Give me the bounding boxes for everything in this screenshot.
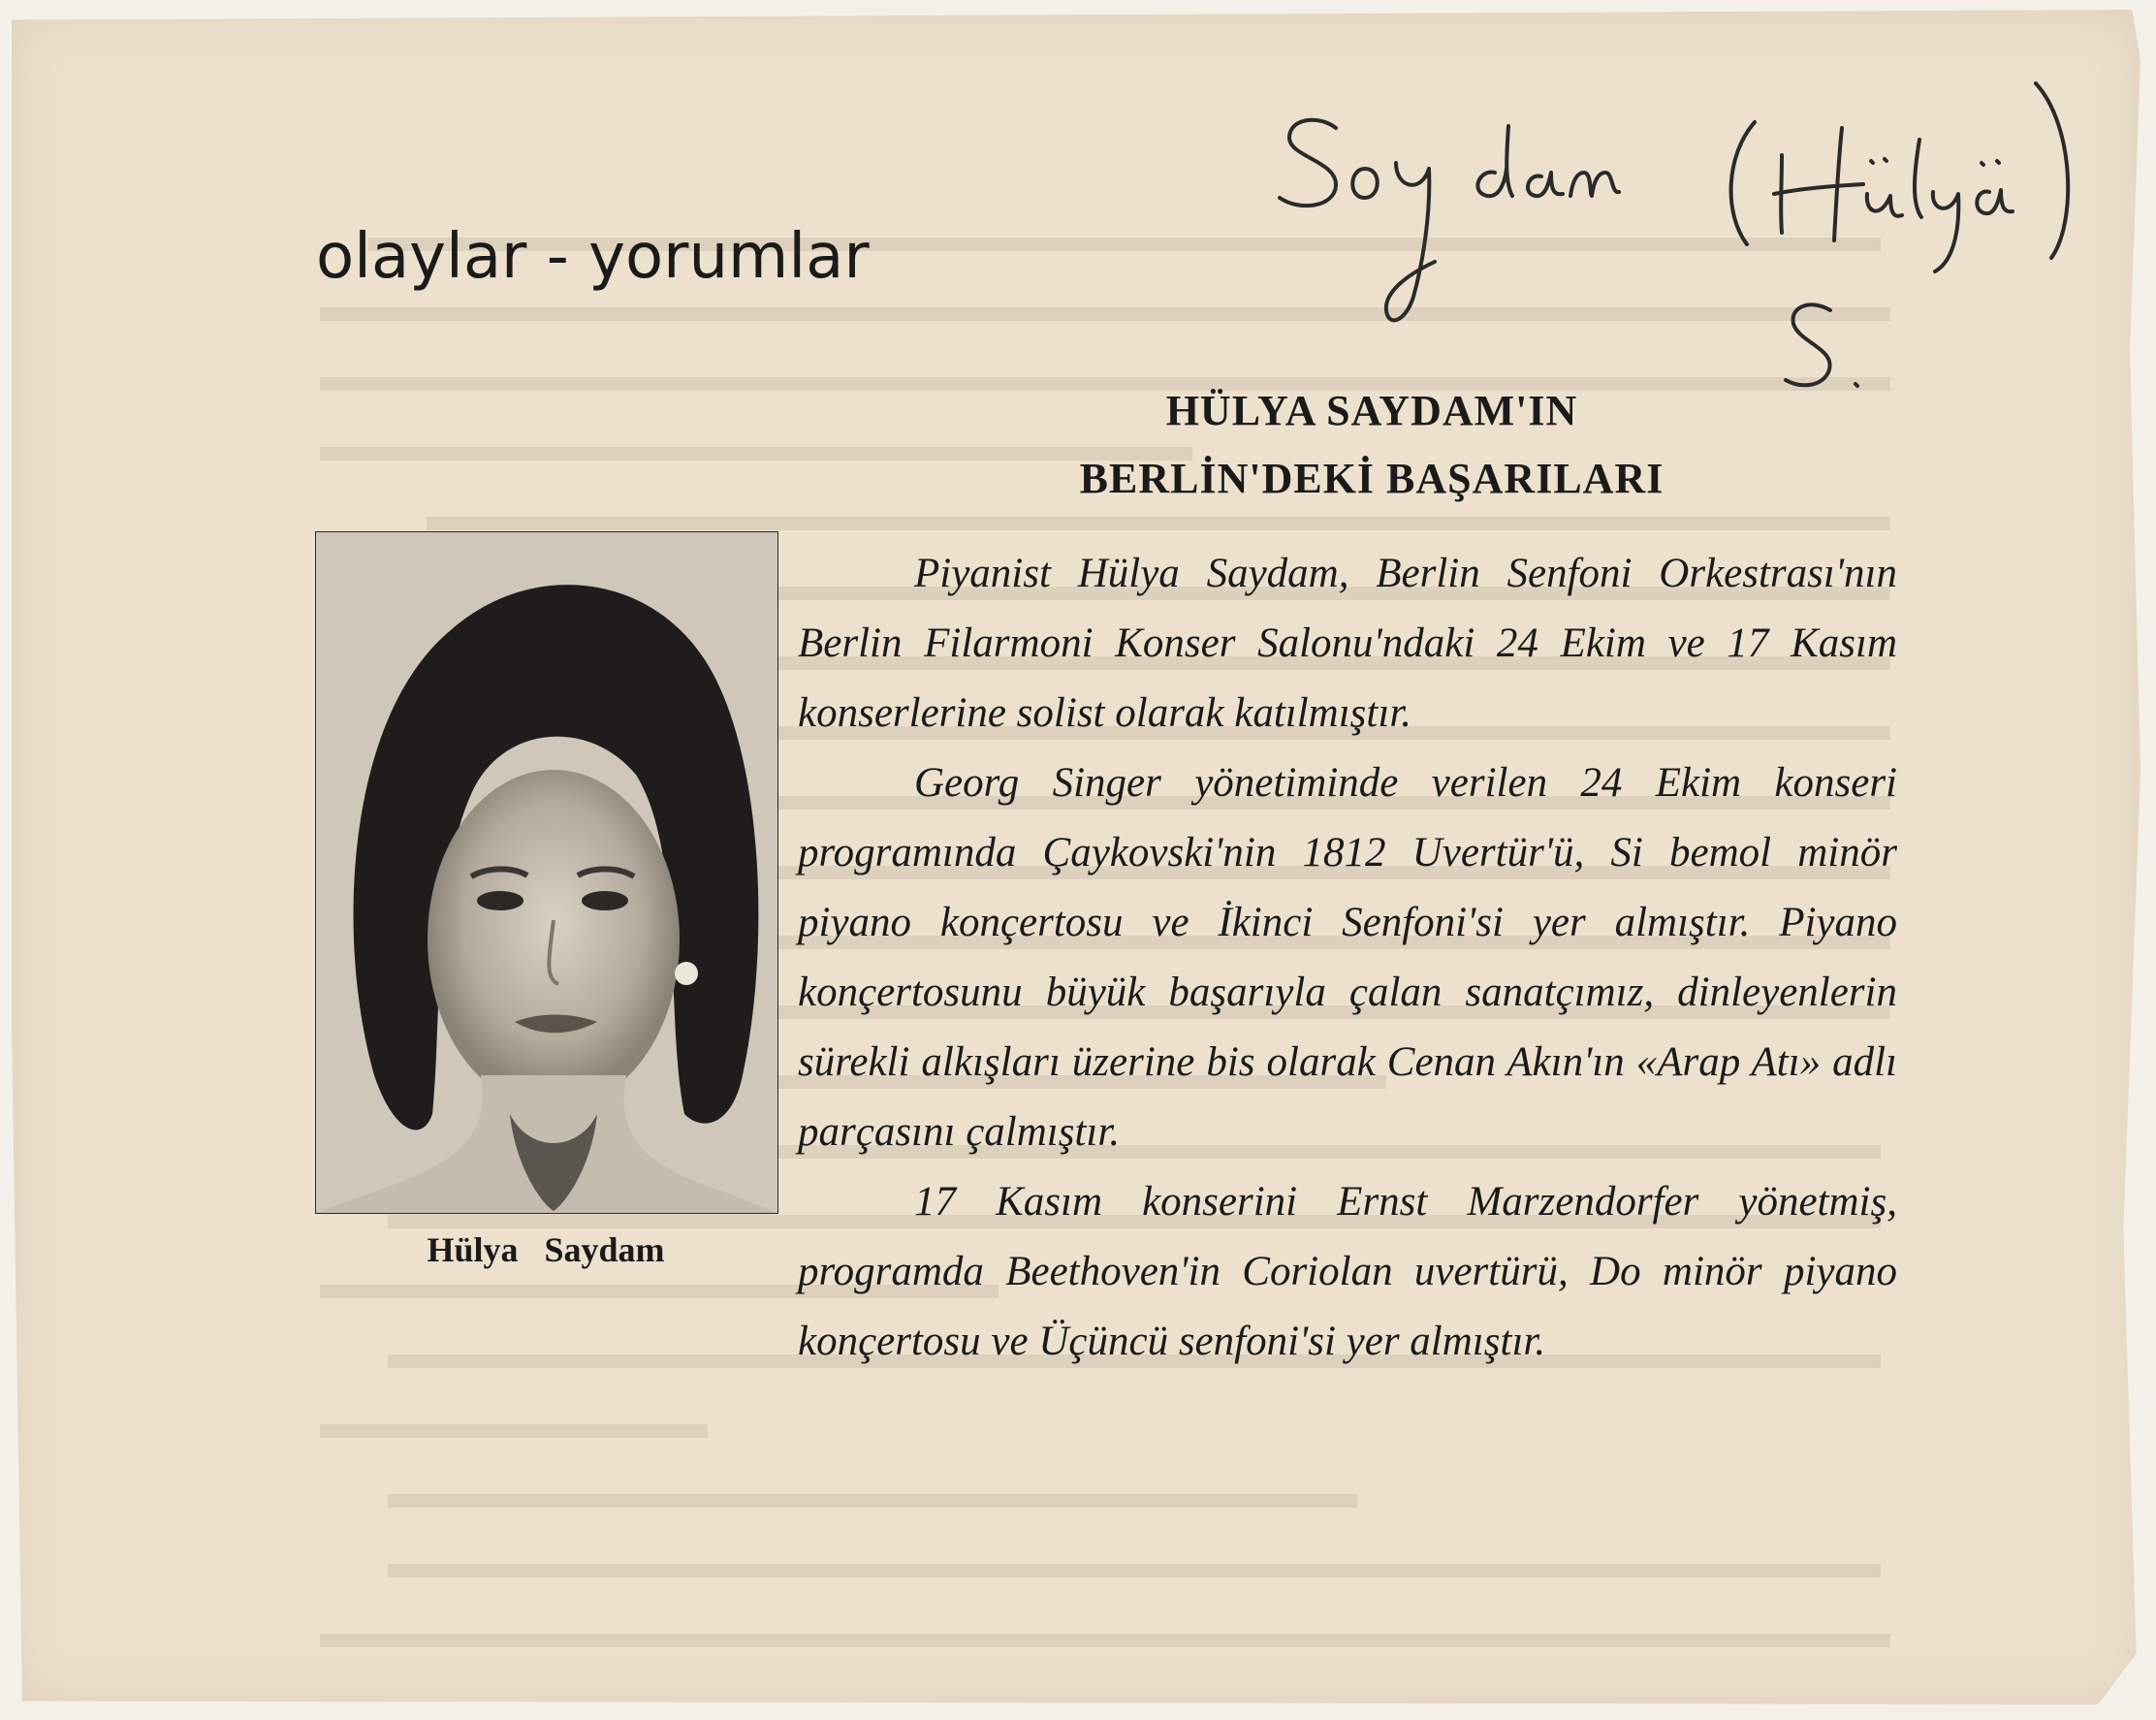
article-paragraph: Georg Singer yönetiminde verilen 24 Ekim konseri programında Çaykovski'nin 1812 Uvertür'ü, Si bemol minör piyano konçertosu ve İkinci Senfoni'si yer almıştır. Piyano konçertosunu büyük başarıyla çalan sanatçımız, dinleyenlerin sürekli alkışları üzerine bis olarak Cenan Akın'ın «Arap Atı» adlı parçasını çalmıştır. bbox=[798, 760, 1897, 1155]
article-paragraph: Piyanist Hülya Saydam, Berlin Senfoni Orkestrası'nın Berlin Filarmoni Konser Salonu'ndaki 24 Ekim ve 17 Kasım konserlerine solist olarak katılmıştır. bbox=[798, 551, 1897, 736]
headline-line-1: HÜLYA SAYDAM'IN bbox=[1165, 387, 1578, 434]
handwriting-drawing bbox=[1251, 68, 2084, 398]
article-paragraph: 17 Kasım konserini Ernst Marzendorfer yönetmiş, programda Beethoven'in Coriolan uvertürü, Do minör piyano konçertosu ve Üçüncü senfoni'si yer almıştır. bbox=[798, 1179, 1897, 1364]
headline-line-2: BERLİN'DEKİ BAŞARILARI bbox=[1079, 455, 1665, 502]
portrait-photo bbox=[315, 531, 778, 1214]
article-body bbox=[798, 539, 1897, 1377]
section-title: olaylar - yorumlar bbox=[316, 221, 870, 293]
photo-caption: Hülya Saydam bbox=[427, 1230, 665, 1269]
handwritten-annotation bbox=[1251, 68, 2084, 398]
portrait-drawing bbox=[316, 532, 777, 1213]
